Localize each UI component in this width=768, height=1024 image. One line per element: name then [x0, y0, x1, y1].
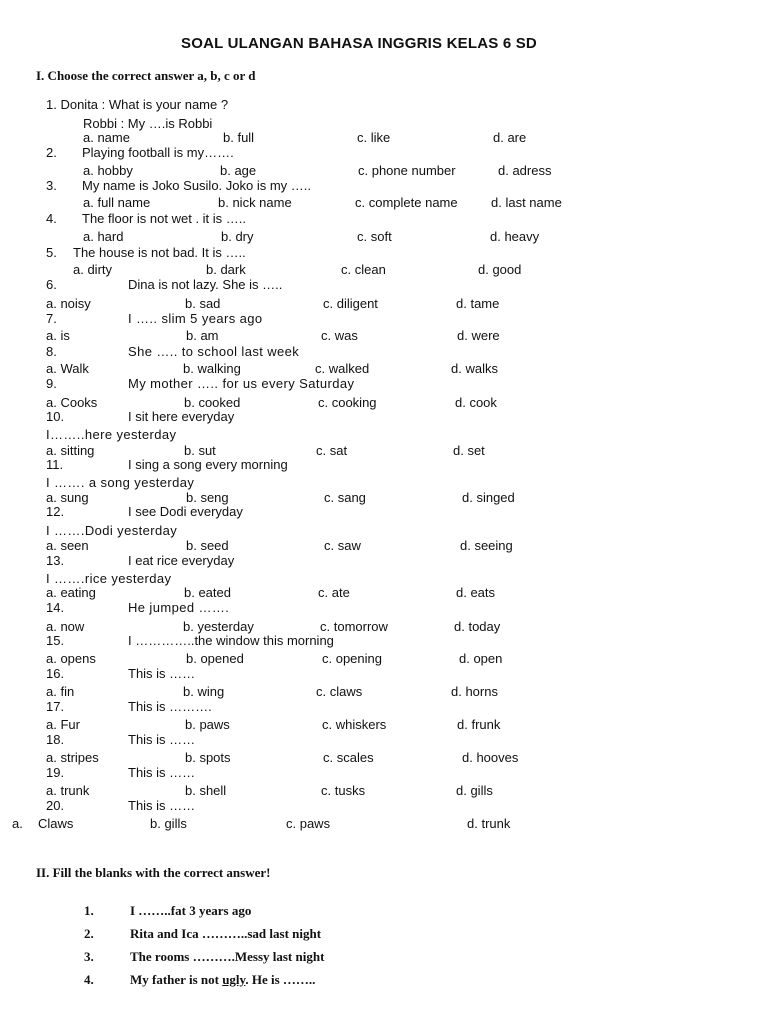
q2-option-c: c. phone number	[358, 163, 456, 178]
question-7-number: 7.	[46, 311, 57, 326]
q13-option-c: c. ate	[318, 585, 350, 600]
q13-option-b: b. eated	[184, 585, 231, 600]
q3-option-d: d. last name	[491, 195, 562, 210]
question-17-text: This is ……….	[128, 699, 212, 714]
q1-option-b: b. full	[223, 130, 255, 145]
q2-option-a: a. hobby	[83, 163, 133, 178]
question-6-text: Dina is not lazy. She is …..	[128, 277, 283, 292]
fill-item-2-number: 2.	[84, 926, 94, 941]
q18-option-a: a. stripes	[46, 750, 99, 765]
q15-option-b: b. opened	[186, 651, 244, 666]
q5-option-c: c. clean	[341, 262, 386, 277]
question-10-prompt: I……..here yesterday	[46, 427, 177, 442]
q14-option-b: b. yesterday	[183, 619, 254, 634]
section-1-heading: I. Choose the correct answer a, b, c or d	[36, 68, 256, 83]
q6-option-d: d. tame	[456, 296, 500, 311]
q15-option-d: d. open	[459, 651, 503, 666]
q2-option-b: b. age	[220, 163, 257, 178]
q7-option-c: c. was	[321, 328, 358, 343]
fill-item-3-number: 3.	[84, 949, 94, 964]
fill-item-3-text: The rooms ……….Messy last night	[130, 949, 325, 964]
question-18-number: 18.	[46, 732, 65, 747]
q9-option-d: d. cook	[455, 395, 497, 410]
question-18-text: This is ……	[128, 732, 196, 747]
q20-option-a-text: Claws	[38, 816, 74, 831]
q10-option-c: c. sat	[316, 443, 348, 458]
q19-option-b: b. shell	[185, 783, 227, 798]
q15-option-c: c. opening	[322, 651, 382, 666]
fill-item-4-text	[130, 972, 315, 988]
q11-option-a: a. sung	[46, 490, 89, 505]
question-19-number: 19.	[46, 765, 65, 780]
question-5-text: The house is not bad. It is …..	[73, 245, 246, 260]
q5-option-d: d. good	[478, 262, 522, 277]
q11-option-b: b. seng	[186, 490, 229, 505]
question-2-number: 2.	[46, 145, 57, 160]
question-13-number: 13.	[46, 553, 65, 568]
q1-option-d: d. are	[493, 130, 527, 145]
question-1-answer-line: Robbi : My ….is Robbi	[83, 116, 213, 131]
question-7-text: I ….. slim 5 years ago	[128, 311, 263, 326]
question-4-number: 4.	[46, 211, 57, 226]
q20-option-a-letter: a.	[12, 816, 23, 831]
q4-option-c: c. soft	[357, 229, 392, 244]
fill-item-1-number: 1.	[84, 903, 94, 918]
q20-option-c: c. paws	[286, 816, 331, 831]
fill-item-4-pre: My father is not	[130, 972, 223, 987]
q10-option-a: a. sitting	[46, 443, 95, 458]
q17-option-d: d. frunk	[457, 717, 501, 732]
q16-option-a: a. fin	[46, 684, 75, 699]
q9-option-b: b. cooked	[184, 395, 241, 410]
q8-option-d: d. walks	[451, 361, 498, 376]
q19-option-d: d. gills	[456, 783, 493, 798]
q18-option-c: c. scales	[323, 750, 374, 765]
q10-option-b: b. sut	[184, 443, 216, 458]
q8-option-b: b. walking	[183, 361, 241, 376]
question-17-number: 17.	[46, 699, 65, 714]
q17-option-b: b. paws	[185, 717, 230, 732]
question-2-text: Playing football is my…….	[82, 145, 234, 160]
fill-item-4-post: . He is ……..	[245, 972, 316, 987]
q4-option-a: a. hard	[83, 229, 124, 244]
q9-option-c: c. cooking	[318, 395, 377, 410]
question-12-number: 12.	[46, 504, 65, 519]
q13-option-d: d. eats	[456, 585, 496, 600]
question-13-prompt: I …….rice yesterday	[46, 571, 172, 586]
q3-option-b: b. nick name	[218, 195, 292, 210]
fill-item-4-underlined: ugly	[222, 972, 246, 987]
q12-option-b: b. seed	[186, 538, 229, 553]
question-1: 1. Donita : What is your name ?	[46, 97, 229, 112]
q3-option-c: c. complete name	[355, 195, 458, 210]
question-13-text: I eat rice everyday	[128, 553, 235, 568]
q4-option-b: b. dry	[221, 229, 254, 244]
q7-option-b: b. am	[186, 328, 219, 343]
question-12-text: I see Dodi everyday	[128, 504, 243, 519]
question-9-text: My mother ….. for us every Saturday	[128, 376, 355, 391]
question-9-number: 9.	[46, 376, 57, 391]
q17-option-a: a. Fur	[46, 717, 80, 732]
q18-option-b: b. spots	[185, 750, 231, 765]
q12-option-a: a. seen	[46, 538, 89, 553]
fill-item-2-text: Rita and Ica ………..sad last night	[130, 926, 322, 941]
q7-option-d: d. were	[457, 328, 500, 343]
q13-option-a: a. eating	[46, 585, 96, 600]
q2-option-d: d. adress	[498, 163, 552, 178]
q9-option-a: a. Cooks	[46, 395, 98, 410]
question-14-number: 14.	[46, 600, 65, 615]
q15-option-a: a. opens	[46, 651, 96, 666]
q19-option-a: a. trunk	[46, 783, 90, 798]
q16-option-c: c. claws	[316, 684, 363, 699]
question-20-number: 20.	[46, 798, 65, 813]
q6-option-b: b. sad	[185, 296, 221, 311]
question-8-number: 8.	[46, 344, 57, 359]
q17-option-c: c. whiskers	[322, 717, 387, 732]
q7-option-a: a. is	[46, 328, 70, 343]
question-20-text: This is ……	[128, 798, 196, 813]
section-2-heading: II. Fill the blanks with the correct answer!	[36, 865, 271, 880]
question-10-number: 10.	[46, 409, 65, 424]
q20-option-b: b. gills	[150, 816, 187, 831]
question-11-number: 11.	[46, 457, 64, 472]
question-5-number: 5.	[46, 245, 57, 260]
question-16-number: 16.	[46, 666, 65, 681]
q3-option-a: a. full name	[83, 195, 151, 210]
question-6-number: 6.	[46, 277, 57, 292]
q18-option-d: d. hooves	[462, 750, 519, 765]
q20-option-d: d. trunk	[467, 816, 511, 831]
q5-option-b: b. dark	[206, 262, 246, 277]
q12-option-d: d. seeing	[460, 538, 513, 553]
question-14-text: He jumped …….	[128, 600, 230, 615]
question-11-text: I sing a song every morning	[128, 457, 288, 472]
question-12-prompt: I …….Dodi yesterday	[46, 523, 178, 538]
question-15-number: 15.	[46, 633, 65, 648]
q8-option-c: c. walked	[315, 361, 370, 376]
q14-option-c: c. tomorrow	[320, 619, 388, 634]
fill-item-1-text: I ……..fat 3 years ago	[130, 903, 252, 918]
q1-option-c: c. like	[357, 130, 391, 145]
q5-option-a: a. dirty	[73, 262, 113, 277]
question-3-text: My name is Joko Susilo. Joko is my …..	[82, 178, 312, 193]
page-title: SOAL ULANGAN BAHASA INGGRIS KELAS 6 SD	[181, 35, 537, 52]
q19-option-c: c. tusks	[321, 783, 366, 798]
question-3-number: 3.	[46, 178, 57, 193]
q6-option-a: a. noisy	[46, 296, 91, 311]
question-10-text: I sit here everyday	[128, 409, 235, 424]
q4-option-d: d. heavy	[490, 229, 540, 244]
question-4-text: The floor is not wet . it is …..	[82, 211, 246, 226]
q1-option-a: a. name	[83, 130, 130, 145]
q6-option-c: c. diligent	[323, 296, 378, 311]
fill-item-4-number: 4.	[84, 972, 94, 987]
q14-option-d: d. today	[454, 619, 501, 634]
q16-option-d: d. horns	[451, 684, 498, 699]
q14-option-a: a. now	[46, 619, 85, 634]
question-11-prompt: I ……. a song yesterday	[46, 475, 195, 490]
q8-option-a: a. Walk	[46, 361, 89, 376]
q11-option-d: d. singed	[462, 490, 515, 505]
q10-option-d: d. set	[453, 443, 485, 458]
q12-option-c: c. saw	[324, 538, 361, 553]
q11-option-c: c. sang	[324, 490, 366, 505]
question-16-text: This is ……	[128, 666, 196, 681]
question-15-text: I …………..the window this morning	[128, 633, 334, 648]
question-19-text: This is ……	[128, 765, 196, 780]
question-8-text: She ….. to school last week	[128, 344, 300, 359]
q16-option-b: b. wing	[183, 684, 225, 699]
